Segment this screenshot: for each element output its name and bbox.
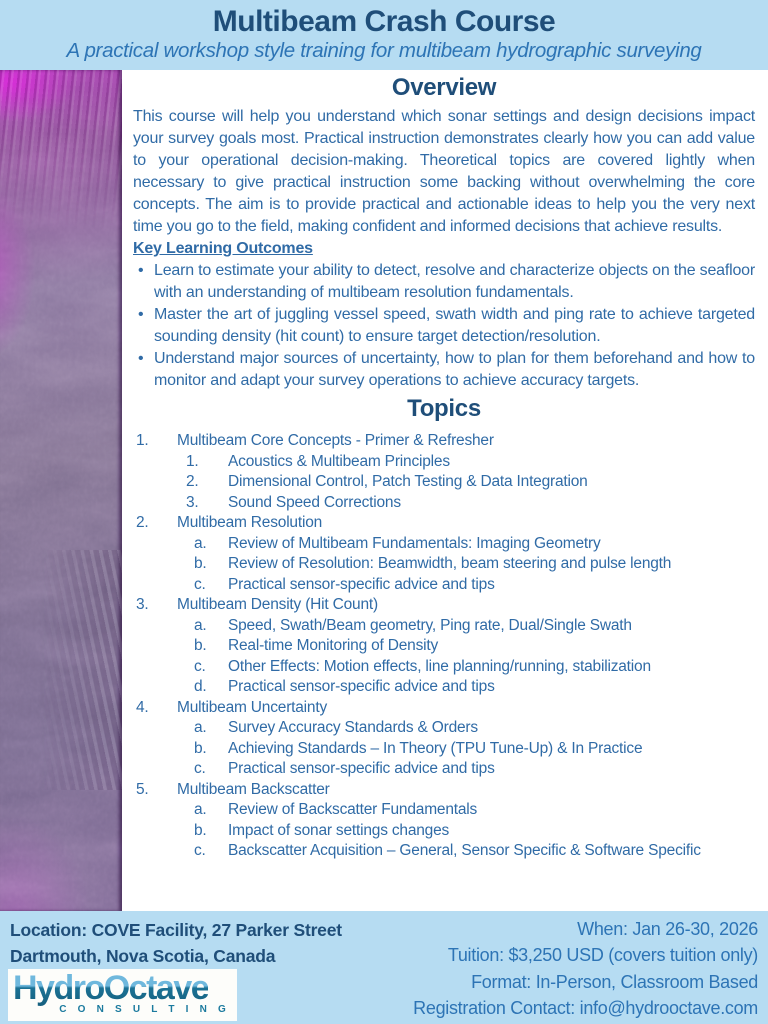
topic-number: 5. (136, 780, 149, 798)
hydrooctave-logo (8, 969, 237, 1021)
bullet-icon: • (138, 262, 144, 279)
subtopic-item (177, 657, 755, 678)
location-line2: Dartmouth, Nova Scotia, Canada (10, 946, 276, 966)
subtopic-marker: c. (194, 842, 206, 859)
detail-tuition: Tuition: $3,250 USD (covers tuition only) (447, 945, 758, 966)
learning-outcome-item (133, 348, 755, 392)
overview-paragraph: This course will help you understand which sonar settings and design decisions impact your survey goals most. Practical instruction demonstrates clearly how you can add value to your operational decision-making. Theoretical topics are covered lightly when necessary to give practical instruction some backing without overwhelming the core concepts. The aim is to provide practical and actionable ideas to help you the very next time you go to the field, making confident and informed decisions that achieve results. (133, 108, 755, 235)
bathymetry-image (0, 70, 122, 911)
subtopic-item (177, 575, 755, 596)
subtopic-label: Review of Multibeam Fundamentals: Imaging Geometry (228, 534, 601, 552)
subtopic-item (177, 759, 755, 780)
subtopic-item (177, 616, 755, 637)
learning-outcome-text: Understand major sources of uncertainty, how to plan for them beforehand and how to monitor and adapt your survey operations to achieve accuracy targets. (154, 350, 755, 389)
subtopic-marker: a. (194, 801, 207, 818)
learning-outcome-text: Learn to estimate your ability to detect, resolve and characterize objects on the seafloor with an understanding of multibeam resolution fundamentals. (154, 262, 756, 301)
topic-item (133, 595, 755, 616)
subtopic-marker: b. (194, 739, 207, 757)
topics-heading: Topics (407, 395, 481, 422)
logo-tagline: C O N S U L T I N G (59, 1004, 230, 1015)
topics-list (133, 431, 755, 862)
subtopic-marker: a. (194, 534, 207, 552)
subtopic-item (177, 493, 755, 514)
learning-outcome-item (133, 260, 755, 304)
subtopic-marker: b. (194, 637, 207, 654)
key-learning-outcomes-heading: Key Learning Outcomes (133, 240, 313, 257)
topic-label: Multibeam Backscatter (177, 780, 330, 798)
topic-item (133, 780, 755, 801)
topic-number: 2. (136, 514, 149, 531)
subtopic-marker: 1. (186, 452, 199, 470)
topic-number: 3. (136, 596, 149, 613)
subtopic-item (177, 636, 755, 657)
topic-number: 4. (136, 698, 149, 716)
subtopic-marker: 2. (186, 473, 199, 490)
subtopic-label: Real-time Monitoring of Density (228, 637, 439, 654)
subtopic-label: Dimensional Control, Patch Testing & Data Integration (228, 473, 588, 490)
location-line1: Location: COVE Facility, 27 Parker Street (10, 920, 342, 940)
topic-label: Multibeam Resolution (177, 514, 323, 531)
subtopic-label: Impact of sonar settings changes (228, 821, 450, 839)
topic-label: Multibeam Density (Hit Count) (177, 596, 378, 613)
subtopic-marker: 3. (186, 493, 199, 511)
subtopic-marker: c. (194, 657, 206, 675)
subtopic-item (177, 554, 755, 575)
learning-outcomes-list (133, 260, 755, 392)
subtopic-label: Practical sensor-specific advice and tips (228, 678, 495, 695)
subtopic-label: Practical sensor-specific advice and tips (228, 760, 495, 777)
subtopic-label: Sound Speed Corrections (228, 493, 401, 511)
learning-outcome-item (133, 304, 755, 348)
subtopic-label: Speed, Swath/Beam geometry, Ping rate, Dual/Single Swath (228, 616, 632, 634)
header-banner (0, 0, 768, 70)
topic-label: Multibeam Core Concepts - Primer & Refresher (177, 432, 494, 449)
subtopic-item (177, 821, 755, 842)
subtopic-item (177, 534, 755, 555)
subtopic-item (177, 739, 755, 760)
subtopic-label: Acoustics & Multibeam Principles (228, 452, 450, 470)
subtopic-marker: b. (194, 821, 207, 839)
bullet-icon: • (138, 350, 144, 367)
bullet-icon: • (138, 306, 144, 323)
subtopic-marker: c. (194, 575, 206, 593)
detail-when: When: Jan 26-30, 2026 (577, 919, 758, 939)
course-details-block (413, 916, 758, 1021)
subtopic-item (177, 677, 755, 698)
subtopic-label: Review of Resolution: Beamwidth, beam steering and pulse length (228, 555, 672, 572)
subtopic-item (177, 718, 755, 739)
subtopic-marker: a. (194, 719, 207, 736)
subtopic-label: Backscatter Acquisition – General, Sensor Specific & Software Specific (228, 842, 701, 859)
topic-label: Multibeam Uncertainty (177, 698, 327, 716)
learning-outcome-text: Master the art of juggling vessel speed, swath width and ping rate to achieve targeted sounding density (hit count) to ensure target detection/resolution. (154, 306, 755, 345)
overview-heading: Overview (391, 74, 497, 101)
subtopic-item (177, 452, 755, 473)
subtopic-item (177, 841, 755, 862)
subtopic-item (177, 800, 755, 821)
subtopic-item (177, 472, 755, 493)
detail-registration: Registration Contact: info@hydrooctave.com (413, 997, 758, 1018)
subtopic-label: Review of Backscatter Fundamentals (228, 801, 478, 818)
subtopic-label: Survey Accuracy Standards & Orders (228, 719, 478, 736)
footer-banner (0, 911, 768, 1024)
topic-item (133, 431, 755, 452)
subtopic-label: Practical sensor-specific advice and tips (228, 575, 495, 593)
location-block (10, 917, 342, 969)
topic-number: 1. (136, 432, 149, 449)
subtopic-label: Other Effects: Motion effects, line planning/running, stabilization (228, 657, 651, 675)
subtopic-marker: a. (194, 616, 207, 634)
subtopic-marker: b. (194, 555, 207, 572)
detail-format: Format: In-Person, Classroom Based (471, 971, 758, 992)
course-subtitle: A practical workshop style training for multibeam hydrographic surveying (66, 39, 702, 62)
course-title: Multibeam Crash Course (212, 5, 556, 38)
subtopic-marker: d. (194, 678, 207, 695)
subtopic-marker: c. (194, 760, 206, 777)
topic-item (133, 698, 755, 719)
main-content (122, 70, 768, 911)
seafloor-texture (0, 70, 122, 911)
topic-item (133, 513, 755, 534)
subtopic-label: Achieving Standards – In Theory (TPU Tune-Up) & In Practice (228, 739, 643, 757)
logo-wordmark: HydroOctave (13, 969, 209, 1007)
